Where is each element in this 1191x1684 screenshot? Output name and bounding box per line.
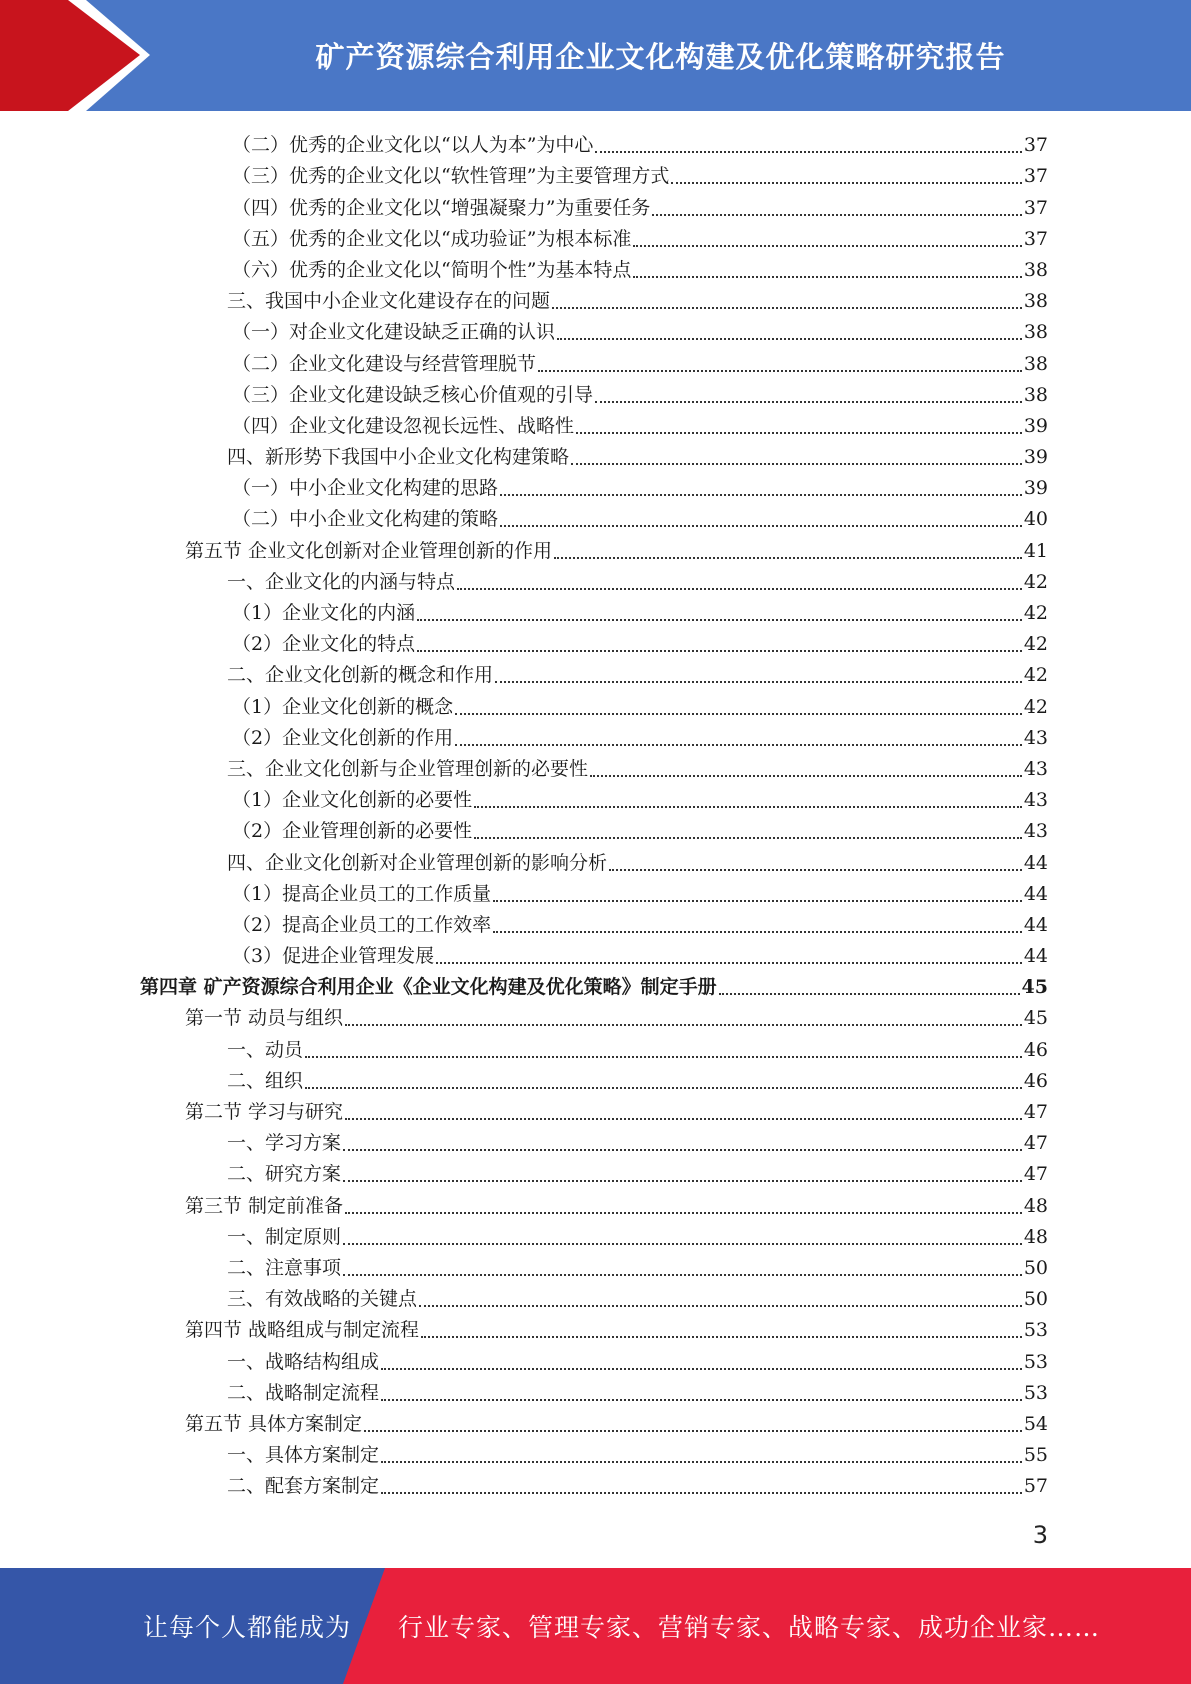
toc-entry-page: 39 [1023, 477, 1048, 500]
toc-entry[interactable] [140, 500, 1048, 531]
toc-entry[interactable] [140, 1311, 1048, 1342]
toc-entry-page: 40 [1023, 508, 1048, 531]
toc-entry-label: （一）中小企业文化构建的思路 [232, 477, 499, 500]
toc-entry[interactable] [140, 625, 1048, 656]
toc-leader-dots [381, 1447, 1022, 1463]
toc-entry-page: 37 [1023, 227, 1048, 250]
toc-entry-page: 37 [1023, 196, 1048, 219]
toc-leader-dots [345, 1104, 1022, 1120]
toc-leader-dots [305, 1042, 1022, 1058]
toc-entry[interactable] [140, 563, 1048, 594]
toc-leader-dots [381, 1385, 1022, 1401]
toc-entry[interactable] [140, 469, 1048, 500]
toc-entry-label: （1）企业文化创新的概念 [232, 695, 454, 718]
toc-entry-page: 50 [1023, 1256, 1048, 1279]
toc-entry-label: （四）优秀的企业文化以“增强凝聚力”为重要任务 [232, 196, 651, 219]
toc-entry[interactable] [140, 1093, 1048, 1124]
toc-entry-page: 38 [1023, 258, 1048, 281]
toc-entry[interactable] [140, 1124, 1048, 1155]
toc-leader-dots [381, 1478, 1022, 1494]
toc-entry-page: 57 [1023, 1475, 1048, 1498]
toc-entry[interactable] [140, 251, 1048, 282]
toc-entry[interactable] [140, 438, 1048, 469]
toc-leader-dots [493, 917, 1022, 933]
toc-leader-dots [343, 1135, 1022, 1151]
toc-entry-page: 46 [1023, 1038, 1048, 1061]
toc-leader-dots [419, 1291, 1022, 1307]
toc-leader-dots [652, 200, 1021, 216]
toc-entry-label: 一、具体方案制定 [227, 1444, 380, 1467]
toc-leader-dots [595, 137, 1021, 153]
toc-entry-page: 47 [1023, 1163, 1048, 1186]
toc-entry-label: 一、制定原则 [227, 1225, 342, 1248]
toc-entry-page: 39 [1023, 446, 1048, 469]
toc-entry-label: 二、研究方案 [227, 1163, 342, 1186]
toc-leader-dots [364, 1416, 1022, 1432]
toc-leader-dots [343, 1260, 1022, 1276]
toc-entry[interactable] [140, 1436, 1048, 1467]
toc-entry-label: （一）对企业文化建设缺乏正确的认识 [232, 321, 556, 344]
toc-entry-label: 二、组织 [227, 1069, 304, 1092]
toc-entry[interactable] [140, 750, 1048, 781]
toc-entry-page: 46 [1023, 1069, 1048, 1092]
toc-entry[interactable] [140, 1342, 1048, 1373]
toc-entry-page: 44 [1023, 945, 1048, 968]
toc-entry-label: 第五节 具体方案制定 [185, 1412, 363, 1435]
toc-entry-page: 53 [1023, 1381, 1048, 1404]
toc-leader-dots [417, 605, 1022, 621]
toc-entry-page: 44 [1023, 851, 1048, 874]
toc-entry[interactable] [140, 687, 1048, 718]
toc-leader-dots [500, 511, 1022, 527]
toc-leader-dots [500, 480, 1022, 496]
toc-entry-label: （3）促进企业管理发展 [232, 945, 435, 968]
report-title: 矿产资源综合利用企业文化构建及优化策略研究报告 [315, 40, 1006, 74]
toc-entry[interactable] [140, 220, 1048, 251]
toc-leader-dots [345, 1198, 1022, 1214]
toc-leader-dots [633, 262, 1021, 278]
toc-entry-page: 47 [1023, 1132, 1048, 1155]
toc-entry-page: 47 [1023, 1101, 1048, 1123]
toc-entry[interactable] [140, 937, 1048, 968]
page-header [0, 0, 1191, 111]
toc-entry-label: 一、学习方案 [227, 1132, 342, 1155]
toc-leader-dots [343, 1166, 1022, 1182]
toc-entry-page: 45 [1023, 1007, 1048, 1030]
toc-entry-page: 48 [1023, 1194, 1048, 1217]
toc-entry-label: （六）优秀的企业文化以“简明个性”为基本特点 [232, 258, 632, 281]
toc-entry-page: 42 [1023, 570, 1048, 593]
toc-entry[interactable] [140, 1186, 1048, 1217]
toc-entry-label: 三、我国中小企业文化建设存在的问题 [227, 290, 551, 313]
toc-leader-dots [457, 574, 1022, 590]
toc-entry-label: （二）企业文化建设与经营管理脱节 [232, 352, 537, 375]
toc-entry-label: （1）企业文化创新的必要性 [232, 789, 473, 812]
toc-leader-dots [345, 1010, 1022, 1026]
toc-entry-page: 42 [1023, 602, 1048, 624]
toc-leader-dots [590, 761, 1022, 777]
toc-entry-page: 38 [1023, 383, 1048, 406]
toc-entry-page: 42 [1023, 695, 1048, 718]
toc-entry-label: （2）企业文化的特点 [232, 633, 416, 656]
toc-entry-label: 一、企业文化的内涵与特点 [227, 570, 456, 593]
toc-entry-page: 42 [1023, 633, 1048, 656]
toc-leader-dots [576, 418, 1022, 434]
toc-entry-label: （三）企业文化建设缺乏核心价值观的引导 [232, 383, 594, 406]
toc-entry[interactable] [140, 1155, 1048, 1186]
toc-entry-label: 四、新形势下我国中小企业文化构建策略 [227, 446, 570, 469]
toc-entry-label: （三）优秀的企业文化以“软性管理”为主要管理方式 [232, 165, 670, 188]
toc-entry[interactable] [140, 594, 1048, 625]
toc-entry[interactable] [140, 656, 1048, 687]
toc-entry-label: 第二节 学习与研究 [185, 1101, 344, 1123]
toc-entry[interactable] [140, 1062, 1048, 1093]
toc-leader-dots [557, 324, 1022, 340]
toc-leader-dots [436, 948, 1022, 964]
toc-entry[interactable] [140, 376, 1048, 407]
toc-entry[interactable] [140, 126, 1048, 157]
toc-entry-page: 38 [1023, 290, 1048, 313]
toc-leader-dots [633, 231, 1021, 247]
toc-entry-label: （二）中小企业文化构建的策略 [232, 508, 499, 531]
toc-entry-label: 二、注意事项 [227, 1256, 342, 1279]
toc-entry-page: 37 [1023, 134, 1048, 157]
toc-leader-dots [495, 667, 1022, 683]
table-of-contents [140, 126, 1048, 1498]
toc-leader-dots [552, 293, 1022, 309]
toc-entry[interactable] [140, 968, 1048, 999]
toc-entry-label: 二、战略制定流程 [227, 1381, 380, 1404]
toc-entry[interactable] [140, 719, 1048, 750]
toc-entry-label: 二、配套方案制定 [227, 1475, 380, 1498]
toc-entry-label: （2）提高企业员工的工作效率 [232, 913, 492, 936]
toc-entry[interactable] [140, 1467, 1048, 1498]
toc-entry[interactable] [140, 781, 1048, 812]
toc-entry-page: 45 [1021, 976, 1048, 999]
toc-entry-label: （四）企业文化建设忽视长远性、战略性 [232, 414, 575, 437]
toc-entry-page: 53 [1023, 1319, 1048, 1342]
toc-entry-label: 三、企业文化创新与企业管理创新的必要性 [227, 757, 589, 780]
toc-entry-page: 44 [1023, 882, 1048, 905]
toc-entry[interactable] [140, 407, 1048, 438]
toc-entry-page: 44 [1023, 913, 1048, 936]
toc-entry-label: 一、动员 [227, 1038, 304, 1061]
toc-leader-dots [554, 543, 1022, 559]
toc-leader-dots [455, 699, 1022, 715]
toc-leader-dots [421, 1322, 1022, 1338]
toc-entry-page: 42 [1023, 664, 1048, 687]
toc-entry[interactable] [140, 188, 1048, 219]
toc-entry[interactable] [140, 1405, 1048, 1436]
toc-entry-label: 第五节 企业文化创新对企业管理创新的作用 [185, 539, 553, 562]
toc-entry-page: 43 [1023, 757, 1048, 780]
toc-entry[interactable] [140, 344, 1048, 375]
toc-entry-page: 38 [1023, 321, 1048, 344]
toc-leader-dots [381, 1354, 1022, 1370]
toc-entry[interactable] [140, 999, 1048, 1030]
header-chevron-icon [0, 0, 140, 111]
footer-slogan-right: 行业专家、管理专家、营销专家、战略专家、成功企业家…… [398, 1613, 1101, 1642]
toc-leader-dots [474, 792, 1022, 808]
toc-entry-page: 50 [1023, 1288, 1048, 1311]
toc-entry[interactable] [140, 1249, 1048, 1280]
toc-entry[interactable] [140, 812, 1048, 843]
toc-entry-label: 第一节 动员与组织 [185, 1007, 344, 1030]
toc-leader-dots [671, 168, 1021, 184]
toc-entry-page: 37 [1023, 165, 1048, 188]
toc-entry[interactable] [140, 843, 1048, 874]
toc-entry[interactable] [140, 875, 1048, 906]
toc-entry-page: 41 [1023, 539, 1048, 562]
toc-entry-label: （二）优秀的企业文化以“以人为本”为中心 [232, 134, 594, 157]
page-footer [0, 1568, 1191, 1684]
toc-entry-label: 第四节 战略组成与制定流程 [185, 1319, 420, 1342]
toc-entry[interactable] [140, 906, 1048, 937]
toc-entry[interactable] [140, 282, 1048, 313]
toc-entry[interactable] [140, 313, 1048, 344]
toc-leader-dots [571, 449, 1022, 465]
toc-leader-dots [719, 979, 1020, 995]
toc-entry[interactable] [140, 1280, 1048, 1311]
toc-entry[interactable] [140, 1030, 1048, 1061]
toc-leader-dots [474, 823, 1022, 839]
toc-entry[interactable] [140, 157, 1048, 188]
toc-leader-dots [538, 356, 1022, 372]
toc-entry-label: 第四章 矿产资源综合利用企业《企业文化构建及优化策略》制定手册 [140, 976, 717, 999]
toc-entry-label: （1）提高企业员工的工作质量 [232, 882, 492, 905]
toc-entry-label: 第三节 制定前准备 [185, 1194, 344, 1217]
toc-entry-label: 二、企业文化创新的概念和作用 [227, 664, 494, 687]
toc-entry-page: 43 [1023, 789, 1048, 812]
toc-leader-dots [493, 886, 1022, 902]
toc-entry[interactable] [140, 1218, 1048, 1249]
toc-leader-dots [417, 636, 1022, 652]
footer-slogan-left: 让每个人都能成为 [143, 1613, 352, 1642]
toc-entry[interactable] [140, 1374, 1048, 1405]
toc-entry-label: （五）优秀的企业文化以“成功验证”为根本标准 [232, 227, 632, 250]
toc-leader-dots [595, 387, 1022, 403]
toc-entry-page: 54 [1023, 1412, 1048, 1435]
toc-leader-dots [305, 1073, 1022, 1089]
toc-entry-label: （2）企业文化创新的作用 [232, 726, 454, 749]
toc-entry[interactable] [140, 531, 1048, 562]
toc-leader-dots [455, 730, 1022, 746]
toc-entry-page: 38 [1023, 352, 1048, 375]
toc-entry-label: 三、有效战略的关键点 [227, 1288, 418, 1311]
toc-entry-page: 39 [1023, 414, 1048, 437]
page-number: 3 [1032, 1521, 1048, 1549]
toc-entry-page: 43 [1023, 820, 1048, 843]
toc-leader-dots [343, 1229, 1022, 1245]
toc-entry-label: 四、企业文化创新对企业管理创新的影响分析 [227, 851, 608, 874]
toc-entry-label: （2）企业管理创新的必要性 [232, 820, 473, 843]
toc-entry-page: 53 [1023, 1350, 1048, 1373]
toc-entry-page: 48 [1023, 1225, 1048, 1248]
toc-entry-label: （1）企业文化的内涵 [232, 602, 416, 624]
toc-entry-page: 43 [1023, 726, 1048, 749]
toc-entry-label: 一、战略结构组成 [227, 1350, 380, 1373]
toc-entry-page: 55 [1023, 1444, 1048, 1467]
toc-leader-dots [609, 855, 1022, 871]
